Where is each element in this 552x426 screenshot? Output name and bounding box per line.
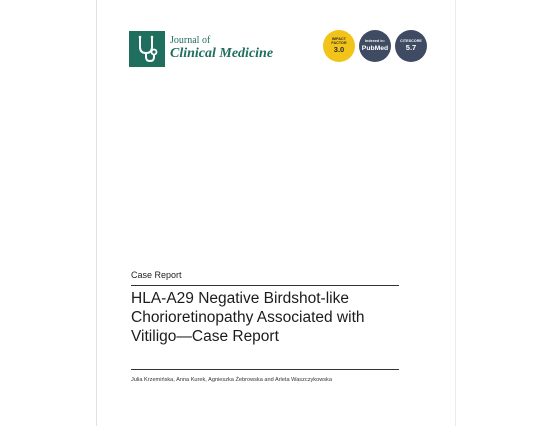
badge-label: FACTOR	[331, 40, 347, 45]
article-title	[131, 289, 421, 346]
journal-of: Journal of	[170, 35, 211, 46]
journal-logo	[129, 31, 165, 67]
badge-label: IMPACT	[331, 36, 347, 41]
badge-label: Indexed in:	[364, 39, 386, 44]
divider	[131, 369, 399, 370]
stethoscope-icon	[134, 34, 160, 64]
badge-value: 5.7	[405, 43, 417, 53]
badge-label: CITESCORE	[400, 38, 422, 43]
journal-title: Clinical Medicine	[170, 46, 274, 61]
title-line: Chorioretinopathy Associated with	[131, 309, 365, 326]
badge-value: 3.0	[333, 45, 345, 55]
document-page	[96, 0, 456, 426]
pubmed-badge	[359, 30, 391, 62]
article-type: Case Report	[131, 270, 182, 280]
impact-factor-badge	[323, 30, 355, 62]
title-line: HLA-A29 Negative Birdshot-like	[131, 290, 349, 307]
badge-value: PubMed	[361, 44, 389, 52]
divider	[131, 285, 399, 286]
journal-name	[170, 36, 273, 61]
title-line: Vitiligo—Case Report	[131, 328, 279, 345]
author-list: Julia Krzemińska, Anna Kurek, Agnieszka Żebrowska and Arleta Waszczykowska	[131, 377, 332, 383]
citescore-badge	[395, 30, 427, 62]
